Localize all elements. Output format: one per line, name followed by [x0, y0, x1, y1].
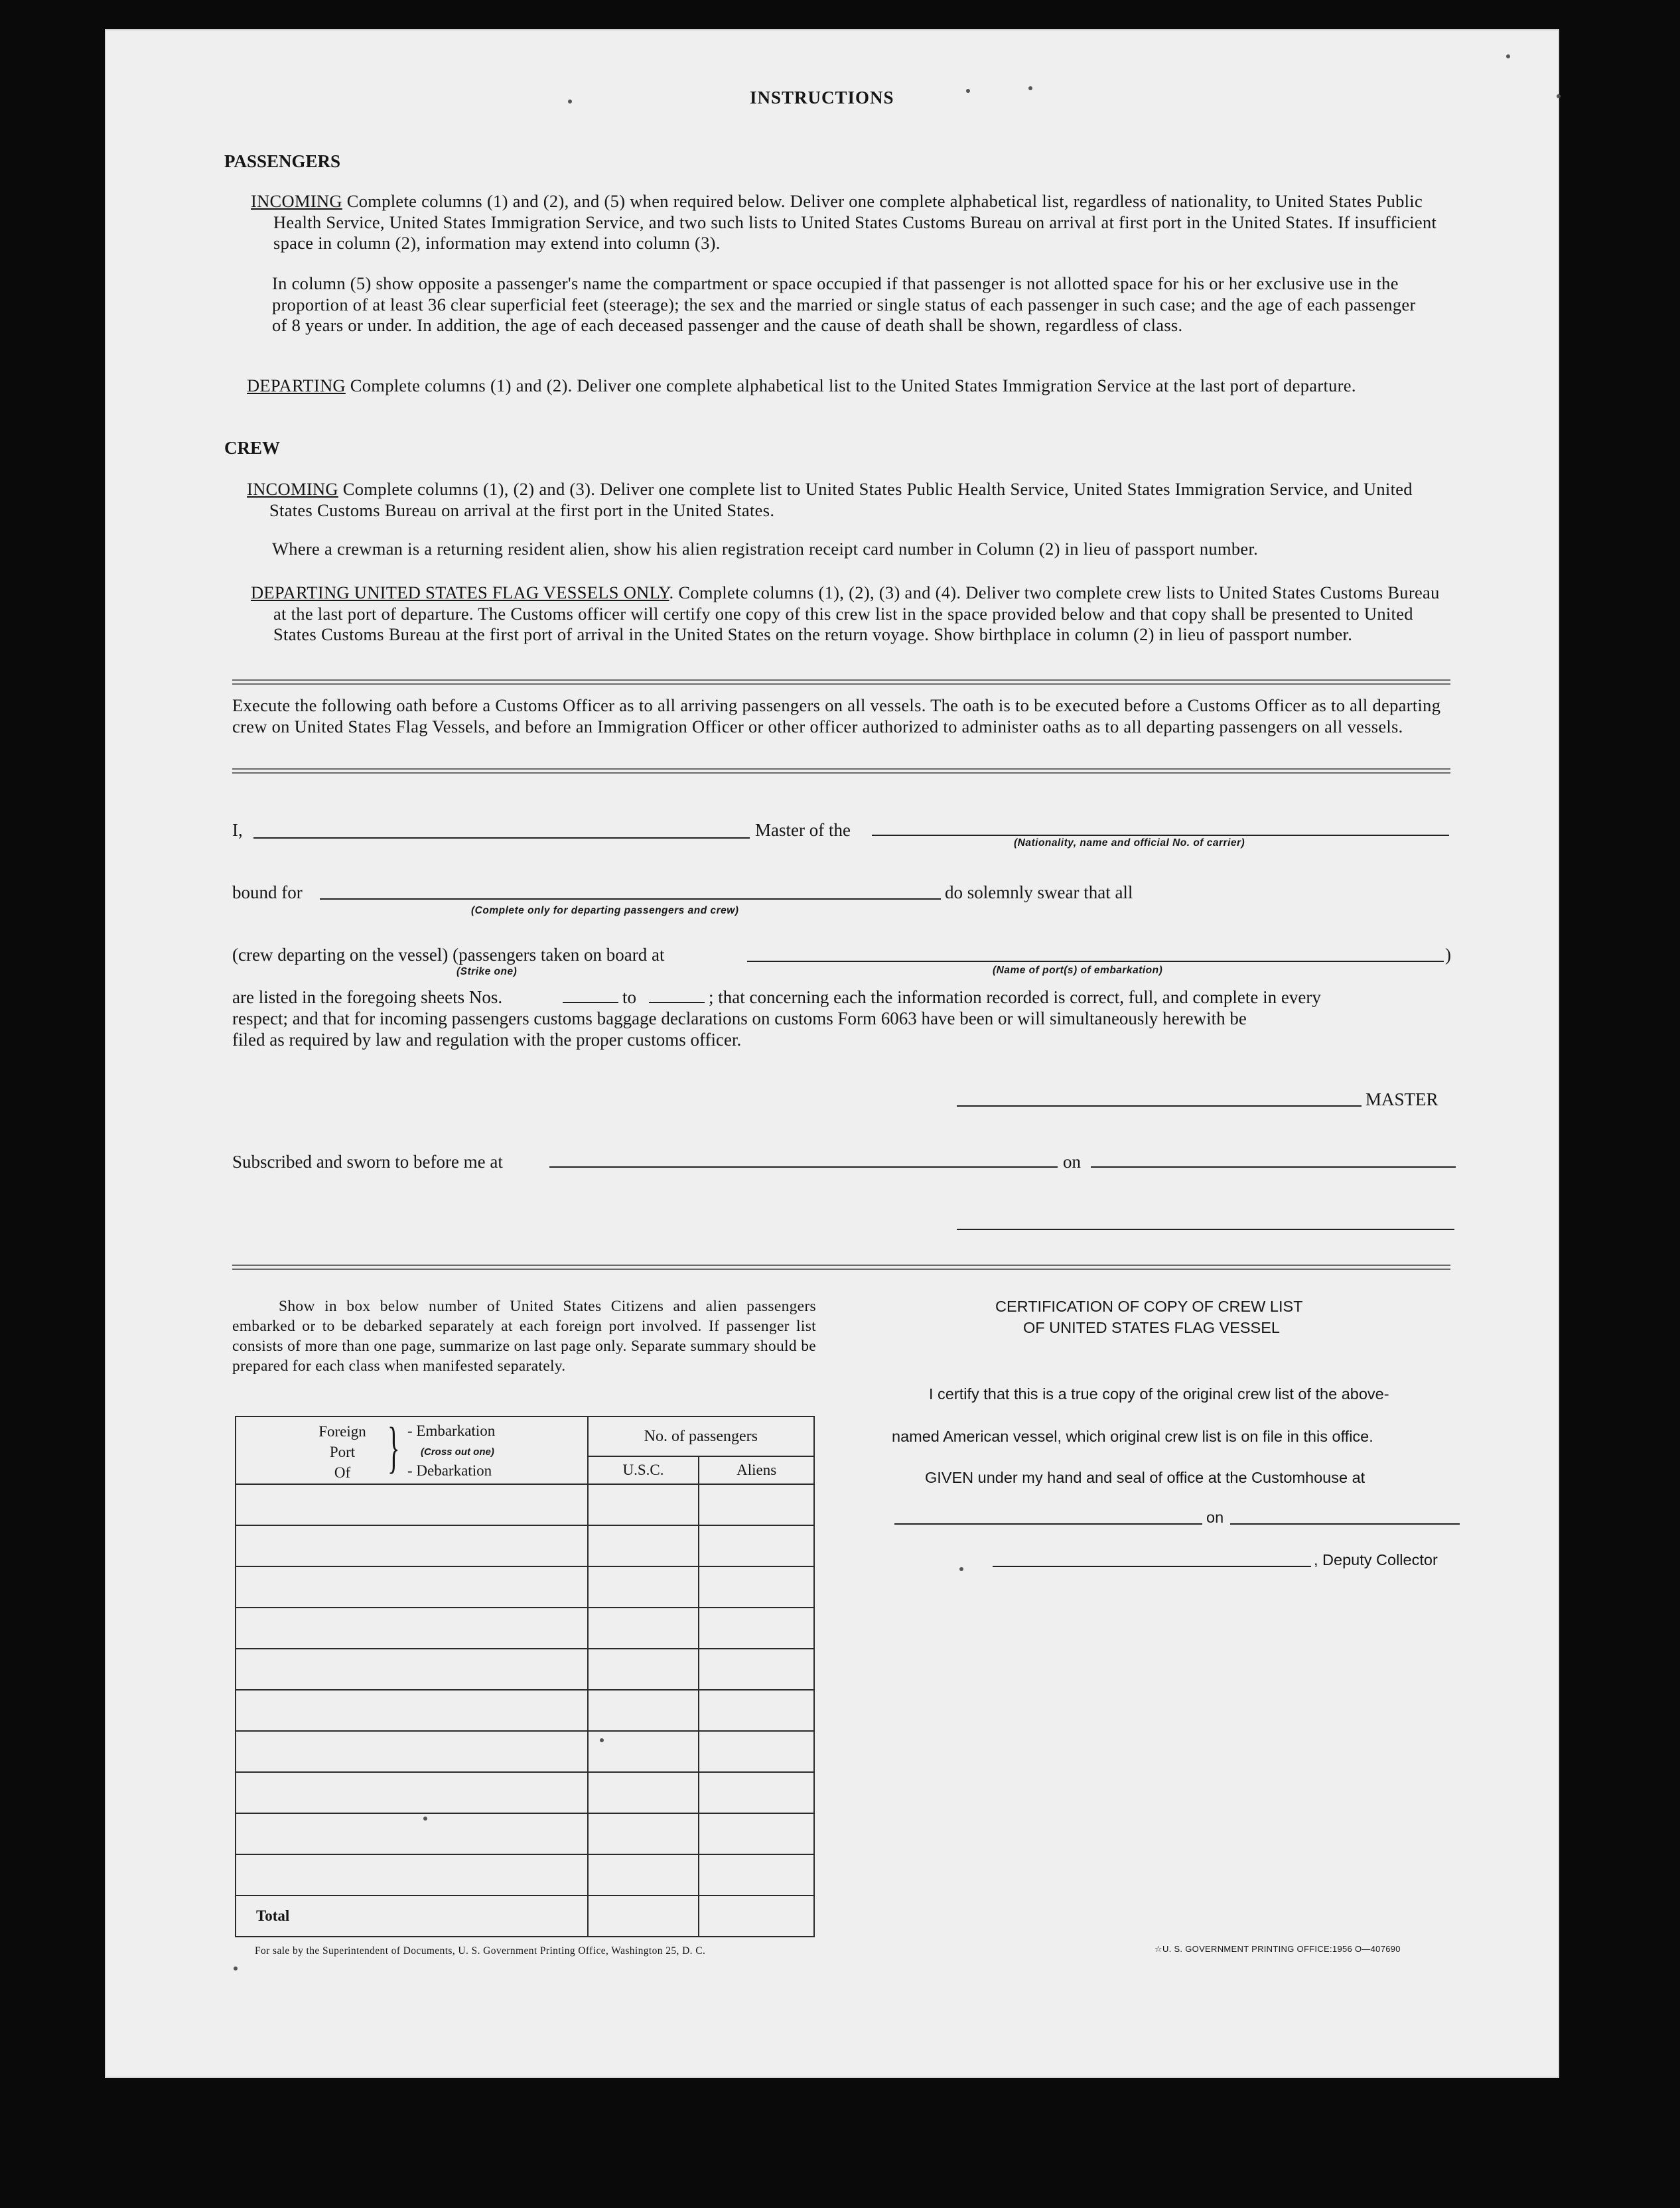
- master-label: MASTER: [1365, 1089, 1438, 1109]
- usc-cell[interactable]: [588, 1731, 699, 1772]
- port-cell[interactable]: [236, 1731, 588, 1772]
- table-row: [236, 1772, 814, 1813]
- brace-icon: }: [387, 1415, 400, 1479]
- strike-one-caption: (Strike one): [456, 966, 518, 977]
- carrier-caption: (Nationality, name and official No. of carrier): [1014, 837, 1245, 849]
- bound-for-label: bound for: [232, 882, 303, 902]
- sheet-from-line[interactable]: [563, 1002, 618, 1003]
- certification-title-line-1: CERTIFICATION OF COPY OF CREW LIST: [995, 1298, 1303, 1315]
- port-cell[interactable]: [236, 1690, 588, 1731]
- divider: [232, 768, 1450, 774]
- master-signature-line[interactable]: [957, 1105, 1362, 1107]
- table-row: [236, 1731, 814, 1772]
- bound-for-line[interactable]: [320, 898, 941, 900]
- crew-incoming-text: Complete columns (1), (2) and (3). Deliver one complete list to United States Public Health Service, United States Immigration Service, and United States Customs Bureau on arrival at the first port in the United States.: [269, 479, 1413, 520]
- passengers-incoming-paragraph: [251, 191, 1456, 254]
- aliens-cell[interactable]: [699, 1772, 814, 1813]
- deputy-collector-signature-line[interactable]: [993, 1566, 1311, 1567]
- usc-cell[interactable]: [588, 1484, 699, 1525]
- scan-speck: [423, 1817, 427, 1821]
- cross-out-caption: (Cross out one): [421, 1446, 494, 1458]
- usc-cell[interactable]: [588, 1854, 699, 1896]
- table-row: [236, 1813, 814, 1854]
- port-caption: (Name of port(s) of embarkation): [993, 965, 1163, 976]
- port-cell[interactable]: [236, 1484, 588, 1525]
- table-row: [236, 1484, 814, 1525]
- port-cell[interactable]: [236, 1525, 588, 1566]
- for-sale-note: For sale by the Superintendent of Documents, U. S. Government Printing Office, Washington 25, D. C.: [255, 1945, 706, 1957]
- aliens-cell[interactable]: [699, 1649, 814, 1690]
- deputy-collector-label: , Deputy Collector: [1314, 1551, 1438, 1568]
- solemnly-swear-text: do solemnly swear that all: [945, 882, 1133, 902]
- listed-line-2: respect; and that for incoming passengers customs baggage declarations on customs Form 6063 have been or will simultaneously herewith be: [232, 1008, 1247, 1028]
- scan-speck: [1557, 94, 1561, 98]
- subscribed-label: Subscribed and sworn to before me at: [232, 1152, 503, 1172]
- col-port: Port: [329, 1444, 356, 1460]
- passengers-departing-label: DEPARTING: [247, 376, 346, 395]
- crew-departing-text: . Complete columns (1), (2), (3) and (4). Deliver two complete crew lists to United States Customs Bureau at the last port of departure. The Customs officer will certify one copy of this crew list in the space provided below and that copy shall be presented to United States Customs Bureau at the first port of arrival in the United States on the return voyage. Show birthplace in column (2) in lieu of passport number.: [273, 583, 1440, 644]
- scan-speck: [600, 1738, 604, 1742]
- to-label: to: [622, 987, 637, 1007]
- officer-signature-line[interactable]: [957, 1229, 1454, 1230]
- carrier-line[interactable]: [872, 835, 1449, 836]
- total-label: Total: [236, 1896, 588, 1937]
- passenger-summary-table: [235, 1416, 815, 1937]
- usc-total-cell[interactable]: [588, 1896, 699, 1937]
- aliens-cell[interactable]: [699, 1608, 814, 1649]
- scan-speck: [568, 100, 572, 104]
- port-cell[interactable]: [236, 1566, 588, 1608]
- aliens-cell[interactable]: [699, 1566, 814, 1608]
- passengers-departing-paragraph: [247, 376, 1454, 397]
- crew-heading: CREW: [224, 438, 281, 458]
- debarkation-label[interactable]: - Debarkation: [407, 1462, 492, 1479]
- sworn-location-line[interactable]: [549, 1166, 1058, 1168]
- port-cell[interactable]: [236, 1813, 588, 1854]
- crew-departing-text: (crew departing on the vessel) (passengers taken on board at: [232, 945, 665, 965]
- usc-cell[interactable]: [588, 1690, 699, 1731]
- passengers-departing-text: Complete columns (1) and (2). Deliver one complete alphabetical list to the United States Immigration Service at the last port of departure.: [350, 376, 1356, 395]
- usc-cell[interactable]: [588, 1813, 699, 1854]
- passengers-incoming-label: INCOMING: [251, 191, 342, 211]
- close-paren: ): [1445, 945, 1451, 965]
- passengers-incoming-text: Complete columns (1) and (2), and (5) when required below. Deliver one complete alphabetical list, regardless of nationality, to United States Public Health Service, United States Immigration Service, and two such lists to United States Customs Bureau on arrival at first port in the United States. If insufficient space in column (2), information may extend into column (3).: [273, 191, 1437, 253]
- scan-speck: [1506, 54, 1510, 58]
- passengers-heading: PASSENGERS: [224, 151, 341, 171]
- table-row: [236, 1690, 814, 1731]
- aliens-total-cell[interactable]: [699, 1896, 814, 1937]
- crew-departing-paragraph: [251, 583, 1454, 646]
- table-row: [236, 1608, 814, 1649]
- aliens-cell[interactable]: [699, 1525, 814, 1566]
- certification-date-line[interactable]: [1230, 1523, 1460, 1525]
- scan-speck: [1028, 86, 1032, 90]
- usc-cell[interactable]: [588, 1608, 699, 1649]
- scan-speck: [959, 1567, 963, 1571]
- aliens-cell[interactable]: [699, 1813, 814, 1854]
- summary-instructions: Show in box below number of United States Citizens and alien passengers embarked or to be debarked separately at each foreign port involved. If passenger list consists of more than one page, summarize on last page only. Separate summary should be prepared for each class when manifested separately.: [232, 1298, 816, 1375]
- oath-instruction-paragraph: Execute the following oath before a Customs Officer as to all arriving passengers on all vessels. The oath is to be executed before a Customs Officer as to all departing crew on United States Flag Vessels, and before an Immigration Officer or other officer authorized to administer oaths as to all departing passengers on all vessels.: [232, 695, 1441, 736]
- aliens-header: Aliens: [699, 1456, 814, 1484]
- certification-line-2: named American vessel, which original crew list is on file in this office.: [892, 1428, 1373, 1445]
- certification-line-3: GIVEN under my hand and seal of office at the Customhouse at: [925, 1469, 1365, 1486]
- port-cell[interactable]: [236, 1854, 588, 1896]
- divider: [232, 1265, 1450, 1270]
- certification-title-line-2: OF UNITED STATES FLAG VESSEL: [1023, 1319, 1280, 1336]
- oath-i-label: I,: [232, 820, 243, 840]
- usc-cell[interactable]: [588, 1525, 699, 1566]
- scan-speck: [234, 1966, 238, 1970]
- table-row: [236, 1566, 814, 1608]
- total-row: [236, 1896, 814, 1937]
- listed-line-3: filed as required by law and regulation with the proper customs officer.: [232, 1030, 742, 1050]
- aliens-cell[interactable]: [699, 1690, 814, 1731]
- crew-incoming-paragraph: [247, 479, 1454, 521]
- usc-cell[interactable]: [588, 1566, 699, 1608]
- table-row: [236, 1854, 814, 1896]
- listed-suffix: ; that concerning each the information recorded is correct, full, and complete in every: [709, 987, 1321, 1007]
- scan-speck: [966, 89, 970, 93]
- sheet-to-line[interactable]: [649, 1002, 705, 1003]
- page-title: INSTRUCTIONS: [750, 88, 894, 107]
- aliens-cell[interactable]: [699, 1854, 814, 1896]
- col-of: Of: [334, 1464, 351, 1481]
- embarkation-port-line[interactable]: [747, 961, 1444, 962]
- embarkation-label[interactable]: - Embarkation: [407, 1422, 496, 1439]
- crew-departing-label: DEPARTING UNITED STATES FLAG VESSELS ONLY: [251, 583, 669, 602]
- port-cell[interactable]: [236, 1608, 588, 1649]
- foreign-port-header: [236, 1416, 588, 1484]
- master-name-line[interactable]: [253, 837, 750, 839]
- table-row: [236, 1649, 814, 1690]
- master-of-the-label: Master of the: [755, 820, 851, 840]
- certification-line-1: I certify that this is a true copy of the original crew list of the above-: [929, 1385, 1389, 1403]
- listed-prefix: are listed in the foregoing sheets Nos.: [232, 987, 503, 1007]
- port-cell[interactable]: [236, 1772, 588, 1813]
- aliens-cell[interactable]: [699, 1484, 814, 1525]
- sworn-on-label: on: [1063, 1152, 1081, 1172]
- table-row: [236, 1525, 814, 1566]
- divider: [232, 679, 1450, 685]
- passengers-column5-paragraph: In column (5) show opposite a passenger's name the compartment or space occupied if that passenger is not allotted space for his or her exclusive use in the proportion of at least 36 clear superficial feet (steerage); the sex and the married or single status of each passenger in such case; and the age of each passenger of 8 years or under. In addition, the age of each deceased passenger and the cause of death shall be shown, regardless of class.: [272, 273, 1416, 335]
- usc-cell[interactable]: [588, 1772, 699, 1813]
- no-of-passengers-header: No. of passengers: [588, 1416, 814, 1456]
- gpo-imprint: ☆U. S. GOVERNMENT PRINTING OFFICE:1956 O—407690: [1155, 1944, 1401, 1954]
- table-header-row: [236, 1416, 814, 1456]
- sworn-date-line[interactable]: [1091, 1166, 1456, 1168]
- usc-cell[interactable]: [588, 1649, 699, 1690]
- customhouse-line[interactable]: [894, 1523, 1202, 1525]
- usc-header: U.S.C.: [588, 1456, 699, 1484]
- crew-incoming-label: INCOMING: [247, 479, 338, 499]
- crew-resident-alien-paragraph: Where a crewman is a returning resident alien, show his alien registration receipt card number in Column (2) in lieu of passport number.: [272, 539, 1259, 559]
- bound-for-caption: (Complete only for departing passengers and crew): [471, 905, 739, 916]
- certification-on-label: on: [1206, 1509, 1224, 1526]
- col-foreign: Foreign: [318, 1423, 366, 1440]
- port-cell[interactable]: [236, 1649, 588, 1690]
- aliens-cell[interactable]: [699, 1731, 814, 1772]
